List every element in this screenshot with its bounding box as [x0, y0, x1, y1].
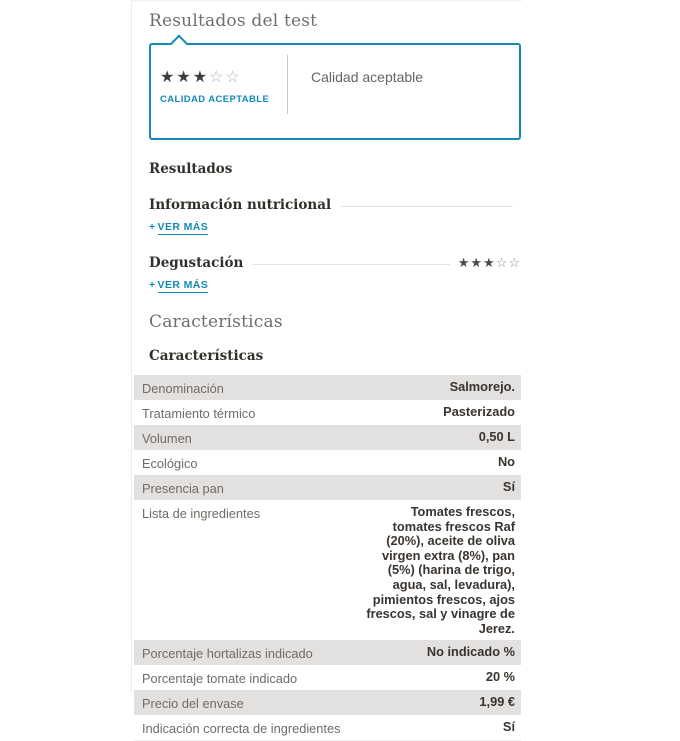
star-rating: [160, 67, 287, 87]
row-value: Sí: [502, 479, 515, 494]
subsection-nutrition: [132, 197, 522, 235]
row-label: Volumen: [142, 431, 192, 446]
rating-summary: [151, 45, 287, 138]
row-label: Presencia pan: [142, 481, 224, 496]
row-label: Ecológico: [142, 456, 198, 471]
table-row: [134, 400, 521, 425]
row-value: No: [497, 454, 515, 469]
quality-rating-box: [149, 43, 521, 140]
table-row: [134, 665, 521, 690]
row-label: Denominación: [142, 381, 224, 396]
stars-filled: ★★★: [160, 69, 210, 86]
characteristics-title: Características: [149, 312, 283, 332]
table-row-ingredients: [134, 500, 521, 640]
row-label: Tratamiento térmico: [142, 406, 256, 421]
stars-empty: ☆☆: [209, 69, 242, 86]
row-value: Tomates frescos, tomates frescos Raf (20%), aceite de oliva virgen extra (8%), pan (5%) (harina de trigo, agua, sal, levadura), pimientos frescos, ajos frescos, sal y vinagre de Jerez.: [366, 504, 515, 636]
ver-mas-link-nutrition[interactable]: [149, 221, 208, 233]
rating-description: Calidad aceptable: [311, 69, 424, 85]
results-heading: Resultados: [149, 161, 233, 177]
row-value: 1,99 €: [479, 694, 515, 710]
plus-icon: +: [149, 279, 156, 291]
row-value: No indicado %: [426, 644, 515, 660]
row-value: 20 %: [485, 669, 515, 685]
row-label: Porcentaje hortalizas indicado: [142, 646, 313, 662]
row-label: Lista de ingredientes: [142, 506, 261, 521]
row-label: Porcentaje tomate indicado: [142, 671, 298, 687]
row-value: 0,50 L: [478, 429, 515, 444]
table-row: [134, 475, 521, 500]
ver-mas-label: VER MÁS: [157, 221, 209, 233]
subsection-header: [149, 197, 521, 213]
row-label: Precio del envase: [142, 696, 244, 712]
divider-rule: [340, 206, 513, 207]
table-row: [134, 690, 521, 715]
ver-mas-label: VER MÁS: [157, 279, 209, 291]
subsection-tasting: [132, 255, 522, 293]
table-row: [134, 640, 521, 665]
subsection-title-nutrition: Información nutricional: [149, 197, 332, 213]
row-value: Salmorejo.: [449, 379, 515, 394]
plus-icon: +: [149, 221, 156, 233]
subsection-header: [149, 255, 521, 271]
table-row: [134, 715, 521, 740]
test-results-panel: [131, 0, 522, 737]
row-label: Indicación correcta de ingredientes: [142, 721, 341, 737]
characteristics-table: [134, 375, 521, 741]
row-value: Sí: [502, 719, 515, 735]
table-row: [134, 375, 521, 400]
tasting-star-rating: [458, 255, 521, 271]
table-row: [134, 425, 521, 450]
rating-label: CALIDAD ACEPTABLE: [160, 94, 270, 105]
page-title: Resultados del test: [149, 11, 318, 31]
subsection-title-tasting: Degustación: [149, 255, 244, 271]
divider-rule: [252, 264, 449, 265]
ver-mas-link-tasting[interactable]: [149, 279, 208, 291]
stars-filled: ★★★: [457, 255, 496, 270]
characteristics-table-heading: Características: [149, 348, 264, 364]
row-value: Pasterizado: [443, 404, 515, 419]
stars-empty: ☆☆: [495, 255, 521, 270]
table-row: [134, 450, 521, 475]
